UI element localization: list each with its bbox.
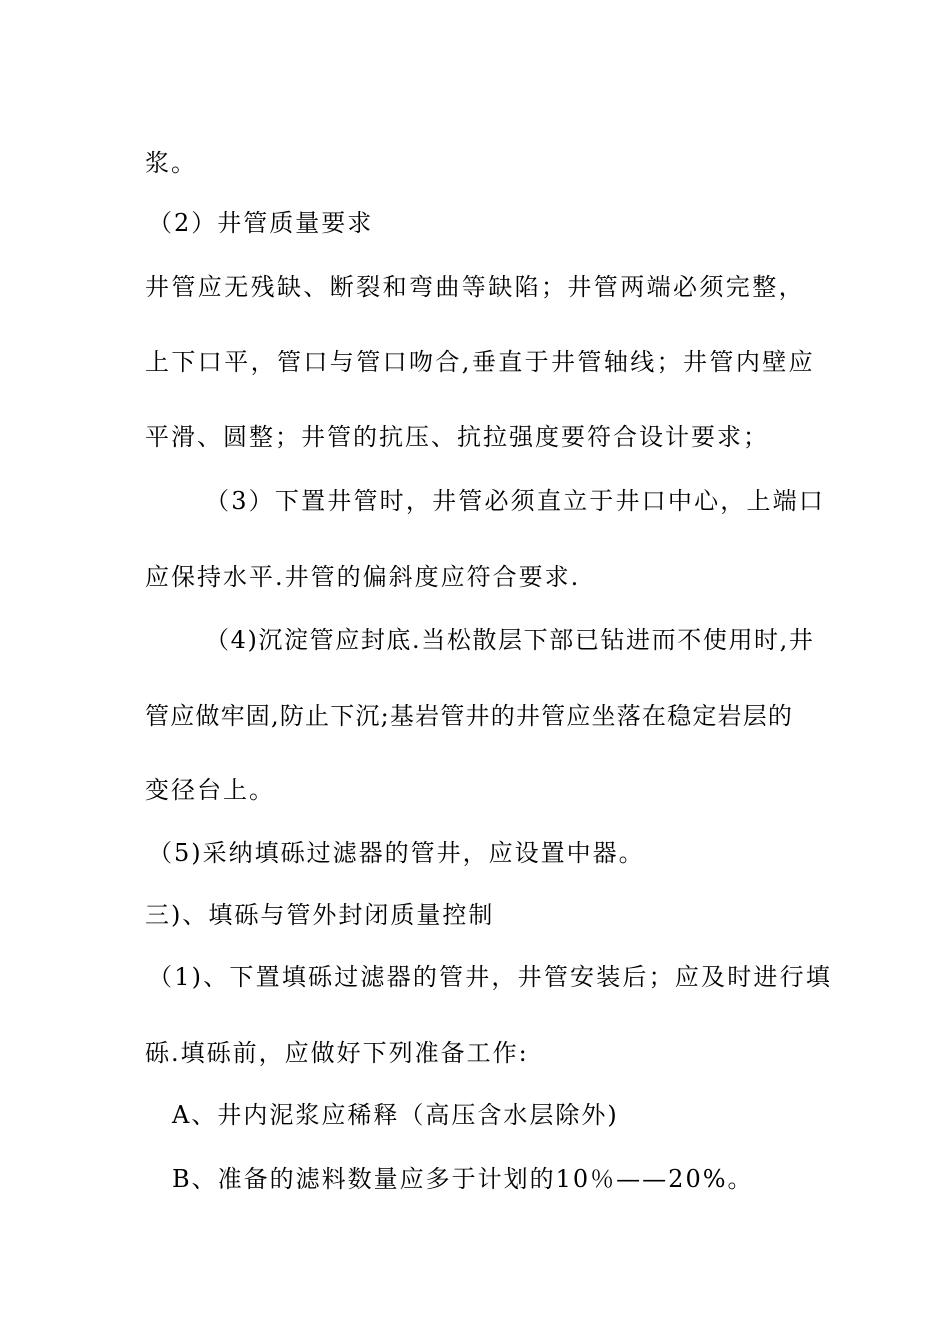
paragraph-line-item-4: （4)沉淀管应封底.当松散层下部已钻进而不使用时,井 [205,626,815,654]
section-heading-gravel-packing: 三)、填砾与管外封闭质量控制 [145,901,495,929]
paragraph-line: 管应做牢固,防止下沉;基岩管井的井管应坐落在稳定岩层的 [145,702,794,730]
paragraph-line-item-3: （3）下置井管时，井管必须直立于井口中心，上端口 [205,487,826,515]
paragraph-line: 变径台上。 [145,776,275,804]
paragraph-line: 应保持水平.井管的偏斜度应符合要求. [145,563,581,591]
paragraph-line: 井管应无残缺、断裂和弯曲等缺陷；井管两端必须完整， [145,273,805,301]
paragraph-line: 平滑、圆整；井管的抗压、抗拉强度要符合设计要求； [145,423,769,451]
list-item-a: A、井内泥浆应稀释（高压含水层除外) [172,1101,619,1129]
paragraph-line: 上下口平，管口与管口吻合,垂直于井管轴线；井管内壁应 [145,348,816,376]
text-line-continuation: 浆。 [145,149,197,177]
paragraph-line-item-5: （5)采纳填砾过滤器的管井，应设置中器。 [148,839,645,867]
list-item-b: B、准备的滤料数量应多于计划的10％——20%。 [172,1165,754,1193]
paragraph-line: 砾.填砾前，应做好下列准备工作: [145,1039,529,1067]
subheading-well-pipe-quality: （2）井管质量要求 [148,209,374,237]
paragraph-line-item-1: （1)、下置填砾过滤器的管井，井管安装后；应及时进行填 [148,963,833,991]
